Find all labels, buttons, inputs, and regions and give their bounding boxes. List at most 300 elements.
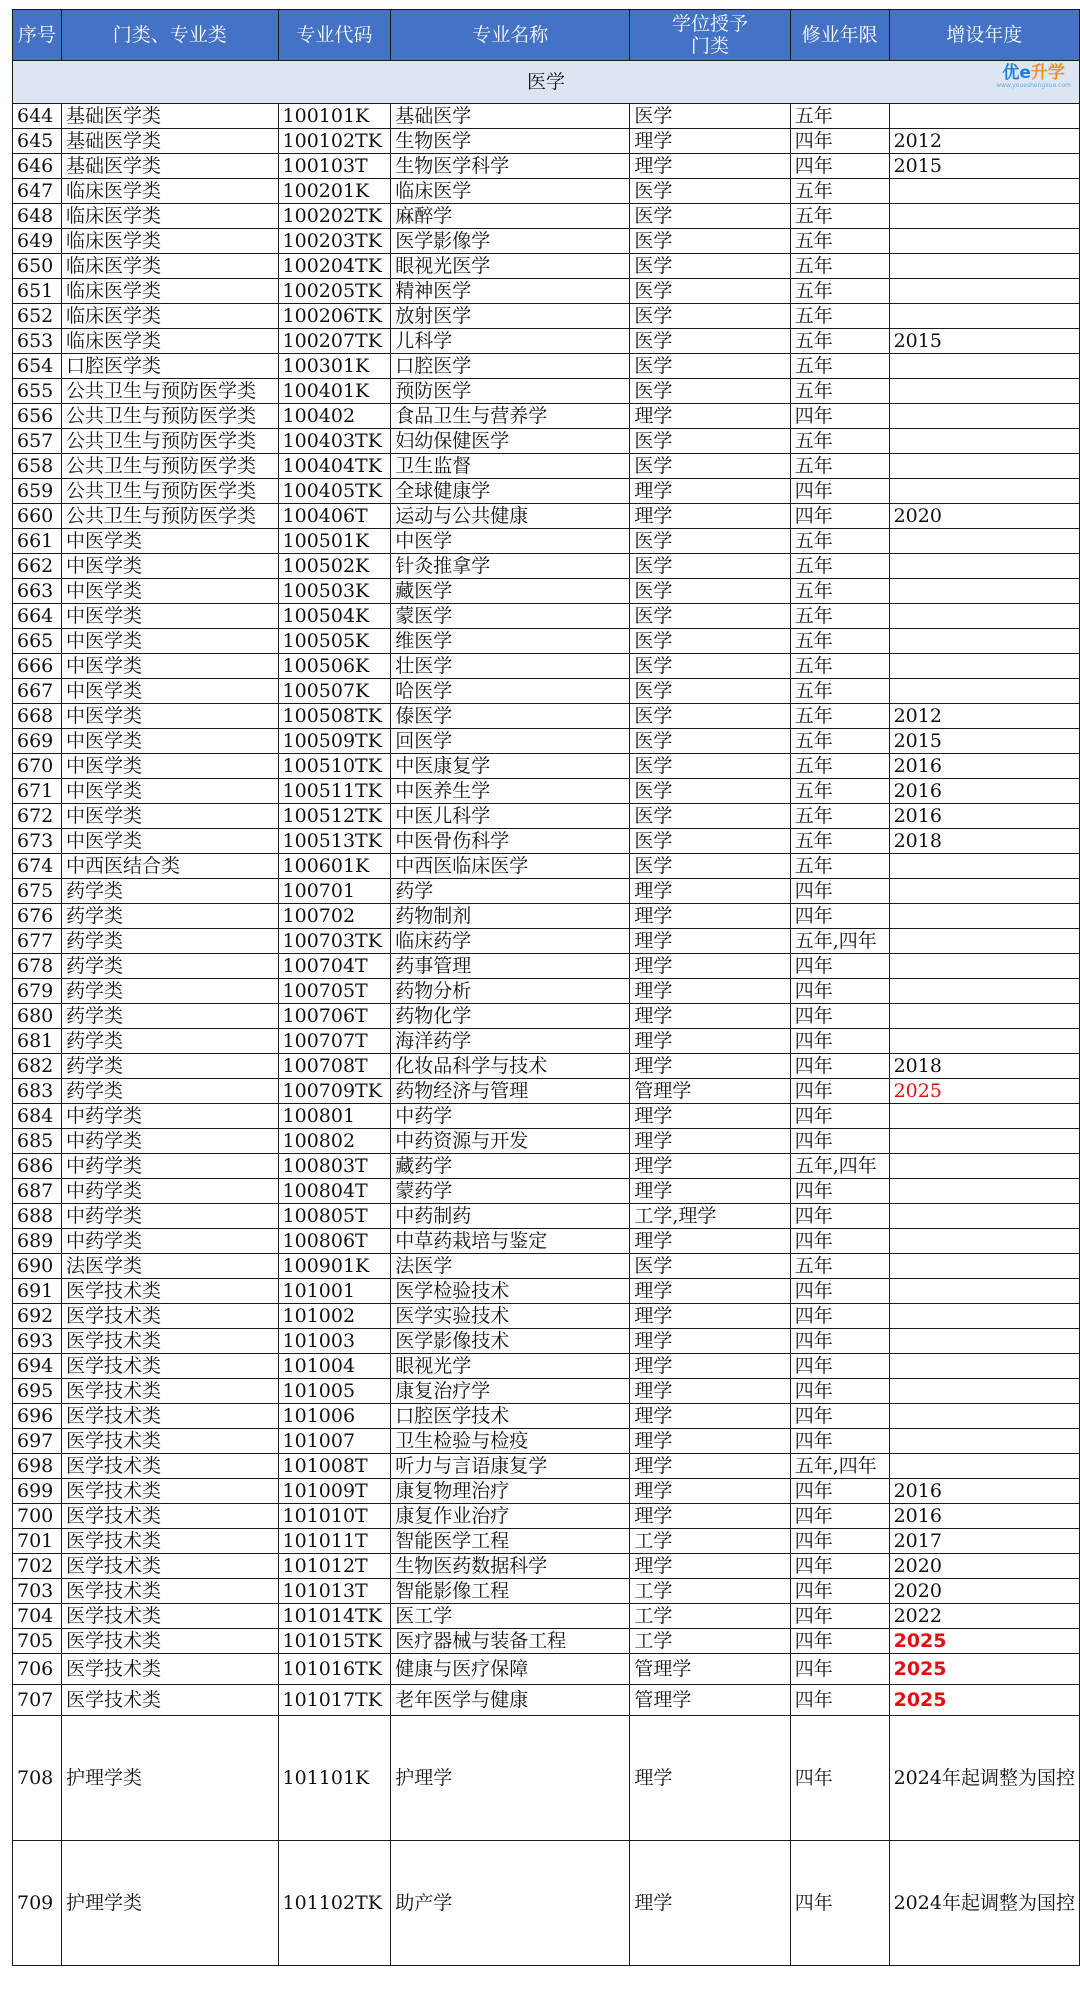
row-code: 101006 <box>278 1404 391 1429</box>
row-duration: 五年 <box>790 204 889 229</box>
table-row <box>13 529 1080 554</box>
row-duration: 五年 <box>790 729 889 754</box>
row-degree: 医学 <box>630 579 790 604</box>
row-category: 临床医学类 <box>62 329 278 354</box>
table-row <box>13 604 1080 629</box>
row-duration: 四年 <box>790 154 889 179</box>
row-category: 医学技术类 <box>62 1304 278 1329</box>
row-code: 100207TK <box>278 329 391 354</box>
row-index: 650 <box>13 254 62 279</box>
row-major-name: 临床医学 <box>391 179 630 204</box>
row-degree: 医学 <box>630 529 790 554</box>
row-category: 中医学类 <box>62 679 278 704</box>
row-code: 101015TK <box>278 1629 391 1654</box>
row-duration: 五年 <box>790 529 889 554</box>
row-index: 690 <box>13 1254 62 1279</box>
row-duration: 四年 <box>790 1685 889 1716</box>
row-added-year: 2015 <box>889 329 1079 354</box>
row-index: 709 <box>13 1841 62 1966</box>
row-added-year: 2016 <box>889 1504 1079 1529</box>
row-index: 655 <box>13 379 62 404</box>
table-row <box>13 1154 1080 1179</box>
row-index: 656 <box>13 404 62 429</box>
table-row <box>13 1104 1080 1129</box>
row-category: 医学技术类 <box>62 1429 278 1454</box>
row-code: 100502K <box>278 554 391 579</box>
row-code: 100707T <box>278 1029 391 1054</box>
row-degree: 医学 <box>630 429 790 454</box>
row-code: 100803T <box>278 1154 391 1179</box>
row-duration: 五年 <box>790 254 889 279</box>
row-index: 684 <box>13 1104 62 1129</box>
row-added-year: 2016 <box>889 1479 1079 1504</box>
table-row <box>13 254 1080 279</box>
row-code: 101014TK <box>278 1604 391 1629</box>
row-code: 100708T <box>278 1054 391 1079</box>
row-index: 666 <box>13 654 62 679</box>
row-duration: 五年 <box>790 629 889 654</box>
table-row <box>13 1254 1080 1279</box>
row-code: 101102TK <box>278 1841 391 1966</box>
row-added-year <box>889 1004 1079 1029</box>
row-degree: 医学 <box>630 179 790 204</box>
row-major-name: 助产学 <box>391 1841 630 1966</box>
row-code: 100510TK <box>278 754 391 779</box>
row-degree: 工学,理学 <box>630 1204 790 1229</box>
row-added-year <box>889 354 1079 379</box>
major-catalog-table <box>12 9 1080 1966</box>
row-code: 101101K <box>278 1716 391 1841</box>
row-index: 651 <box>13 279 62 304</box>
table-row <box>13 779 1080 804</box>
row-code: 100505K <box>278 629 391 654</box>
table-row <box>13 729 1080 754</box>
row-degree: 医学 <box>630 604 790 629</box>
row-added-year: 2025 <box>889 1079 1079 1104</box>
row-added-year: 2015 <box>889 154 1079 179</box>
header-added-year: 增设年度 <box>889 10 1079 61</box>
row-major-name: 海洋药学 <box>391 1029 630 1054</box>
row-index: 652 <box>13 304 62 329</box>
row-degree: 理学 <box>630 879 790 904</box>
row-index: 686 <box>13 1154 62 1179</box>
row-code: 100512TK <box>278 804 391 829</box>
row-code: 101005 <box>278 1379 391 1404</box>
row-major-name: 生物医学 <box>391 129 630 154</box>
row-major-name: 康复作业治疗 <box>391 1504 630 1529</box>
row-major-name: 全球健康学 <box>391 479 630 504</box>
row-code: 101004 <box>278 1354 391 1379</box>
row-added-year: 2020 <box>889 1579 1079 1604</box>
row-duration: 四年 <box>790 1104 889 1129</box>
row-code: 100401K <box>278 379 391 404</box>
table-row <box>13 1685 1080 1716</box>
row-category: 公共卫生与预防医学类 <box>62 479 278 504</box>
row-index: 703 <box>13 1579 62 1604</box>
row-category: 基础医学类 <box>62 104 278 129</box>
table-row <box>13 1479 1080 1504</box>
row-degree: 理学 <box>630 1229 790 1254</box>
table-row <box>13 1504 1080 1529</box>
row-duration: 四年 <box>790 1329 889 1354</box>
row-index: 683 <box>13 1079 62 1104</box>
row-degree: 医学 <box>630 804 790 829</box>
row-added-year <box>889 679 1079 704</box>
row-degree: 医学 <box>630 279 790 304</box>
row-major-name: 化妆品科学与技术 <box>391 1054 630 1079</box>
row-category: 公共卫生与预防医学类 <box>62 429 278 454</box>
row-duration: 四年 <box>790 1304 889 1329</box>
row-index: 667 <box>13 679 62 704</box>
row-major-name: 儿科学 <box>391 329 630 354</box>
row-index: 694 <box>13 1354 62 1379</box>
row-index: 688 <box>13 1204 62 1229</box>
table-row <box>13 1304 1080 1329</box>
table-row <box>13 1129 1080 1154</box>
row-index: 654 <box>13 354 62 379</box>
row-code: 100508TK <box>278 704 391 729</box>
row-duration: 五年 <box>790 454 889 479</box>
row-code: 101016TK <box>278 1654 391 1685</box>
row-added-year: 2025 <box>889 1685 1079 1716</box>
row-code: 100709TK <box>278 1079 391 1104</box>
row-duration: 四年 <box>790 1604 889 1629</box>
row-degree: 工学 <box>630 1529 790 1554</box>
row-code: 100501K <box>278 529 391 554</box>
table-row <box>13 1454 1080 1479</box>
row-code: 101017TK <box>278 1685 391 1716</box>
row-added-year <box>889 1304 1079 1329</box>
row-duration: 四年 <box>790 1029 889 1054</box>
row-degree: 理学 <box>630 954 790 979</box>
row-major-name: 中医骨伤科学 <box>391 829 630 854</box>
table-row <box>13 1279 1080 1304</box>
row-index: 669 <box>13 729 62 754</box>
row-duration: 四年 <box>790 1504 889 1529</box>
row-index: 677 <box>13 929 62 954</box>
row-major-name: 麻醉学 <box>391 204 630 229</box>
row-category: 中药学类 <box>62 1229 278 1254</box>
row-category: 中药学类 <box>62 1179 278 1204</box>
row-category: 医学技术类 <box>62 1579 278 1604</box>
row-added-year <box>889 1179 1079 1204</box>
row-category: 药学类 <box>62 1054 278 1079</box>
row-code: 101001 <box>278 1279 391 1304</box>
row-degree: 理学 <box>630 1479 790 1504</box>
row-added-year: 2012 <box>889 704 1079 729</box>
row-major-name: 眼视光医学 <box>391 254 630 279</box>
row-added-year <box>889 279 1079 304</box>
row-index: 661 <box>13 529 62 554</box>
row-degree: 理学 <box>630 1329 790 1354</box>
table-row <box>13 579 1080 604</box>
row-added-year <box>889 954 1079 979</box>
row-degree: 工学 <box>630 1579 790 1604</box>
header-code: 专业代码 <box>278 10 391 61</box>
row-index: 678 <box>13 954 62 979</box>
row-category: 中医学类 <box>62 779 278 804</box>
row-major-name: 药物分析 <box>391 979 630 1004</box>
table-row <box>13 404 1080 429</box>
row-code: 100806T <box>278 1229 391 1254</box>
row-duration: 四年 <box>790 1054 889 1079</box>
row-duration: 五年 <box>790 554 889 579</box>
row-category: 中药学类 <box>62 1154 278 1179</box>
row-category: 医学技术类 <box>62 1479 278 1504</box>
row-index: 647 <box>13 179 62 204</box>
row-duration: 五年 <box>790 279 889 304</box>
row-added-year: 2025 <box>889 1654 1079 1685</box>
row-degree: 医学 <box>630 454 790 479</box>
row-category: 基础医学类 <box>62 154 278 179</box>
row-degree: 医学 <box>630 754 790 779</box>
row-added-year <box>889 429 1079 454</box>
row-added-year <box>889 1404 1079 1429</box>
row-degree: 理学 <box>630 979 790 1004</box>
row-major-name: 运动与公共健康 <box>391 504 630 529</box>
row-category: 药学类 <box>62 1004 278 1029</box>
row-duration: 四年 <box>790 1004 889 1029</box>
row-major-name: 中药学 <box>391 1104 630 1129</box>
row-code: 100804T <box>278 1179 391 1204</box>
table-row <box>13 1354 1080 1379</box>
row-code: 101008T <box>278 1454 391 1479</box>
row-degree: 医学 <box>630 779 790 804</box>
row-category: 中医学类 <box>62 754 278 779</box>
row-degree: 医学 <box>630 104 790 129</box>
table-row <box>13 704 1080 729</box>
row-index: 680 <box>13 1004 62 1029</box>
row-code: 100705T <box>278 979 391 1004</box>
row-index: 658 <box>13 454 62 479</box>
row-duration: 五年 <box>790 429 889 454</box>
row-duration: 四年 <box>790 1204 889 1229</box>
row-duration: 五年 <box>790 679 889 704</box>
row-degree: 理学 <box>630 1379 790 1404</box>
row-degree: 医学 <box>630 729 790 754</box>
row-code: 101009T <box>278 1479 391 1504</box>
row-major-name: 基础医学 <box>391 104 630 129</box>
row-duration: 四年 <box>790 1354 889 1379</box>
row-added-year <box>889 1379 1079 1404</box>
row-added-year <box>889 1254 1079 1279</box>
row-code: 100513TK <box>278 829 391 854</box>
row-added-year: 2016 <box>889 779 1079 804</box>
row-degree: 医学 <box>630 704 790 729</box>
row-duration: 四年 <box>790 1079 889 1104</box>
row-major-name: 医学检验技术 <box>391 1279 630 1304</box>
row-duration: 四年 <box>790 1579 889 1604</box>
row-category: 中医学类 <box>62 554 278 579</box>
row-duration: 四年 <box>790 1404 889 1429</box>
row-added-year <box>889 229 1079 254</box>
row-code: 100801 <box>278 1104 391 1129</box>
row-duration: 四年 <box>790 1429 889 1454</box>
row-major-name: 护理学 <box>391 1716 630 1841</box>
row-category: 口腔医学类 <box>62 354 278 379</box>
table-row <box>13 879 1080 904</box>
header-index: 序号 <box>13 10 62 61</box>
row-duration: 四年 <box>790 1479 889 1504</box>
row-index: 673 <box>13 829 62 854</box>
brand-logo: 优e升学 www.youeshengxue.com <box>996 63 1071 89</box>
row-duration: 五年 <box>790 1254 889 1279</box>
row-category: 医学技术类 <box>62 1529 278 1554</box>
row-index: 685 <box>13 1129 62 1154</box>
row-category: 中药学类 <box>62 1129 278 1154</box>
table-row <box>13 204 1080 229</box>
table-row <box>13 1554 1080 1579</box>
row-category: 临床医学类 <box>62 304 278 329</box>
row-duration: 四年 <box>790 1529 889 1554</box>
row-duration: 五年 <box>790 704 889 729</box>
row-code: 101012T <box>278 1554 391 1579</box>
header-name: 专业名称 <box>391 10 630 61</box>
row-category: 中医学类 <box>62 804 278 829</box>
table-row <box>13 929 1080 954</box>
row-added-year <box>889 604 1079 629</box>
row-added-year <box>889 1129 1079 1154</box>
row-duration: 五年 <box>790 379 889 404</box>
row-duration: 五年 <box>790 854 889 879</box>
row-category: 中药学类 <box>62 1104 278 1129</box>
row-added-year <box>889 929 1079 954</box>
row-added-year <box>889 1154 1079 1179</box>
row-added-year <box>889 854 1079 879</box>
table-row <box>13 554 1080 579</box>
row-added-year: 2017 <box>889 1529 1079 1554</box>
row-category: 药学类 <box>62 1029 278 1054</box>
row-index: 662 <box>13 554 62 579</box>
row-added-year <box>889 104 1079 129</box>
row-degree: 医学 <box>630 379 790 404</box>
row-code: 100402 <box>278 404 391 429</box>
section-row <box>13 61 1080 104</box>
table-row <box>13 429 1080 454</box>
row-code: 100202TK <box>278 204 391 229</box>
row-major-name: 中药制药 <box>391 1204 630 1229</box>
table-row <box>13 154 1080 179</box>
row-code: 101002 <box>278 1304 391 1329</box>
row-index: 705 <box>13 1629 62 1654</box>
row-code: 100101K <box>278 104 391 129</box>
row-degree: 管理学 <box>630 1685 790 1716</box>
table-row <box>13 104 1080 129</box>
row-category: 药学类 <box>62 979 278 1004</box>
row-major-name: 健康与医疗保障 <box>391 1654 630 1685</box>
row-category: 医学技术类 <box>62 1279 278 1304</box>
row-major-name: 医工学 <box>391 1604 630 1629</box>
row-index: 649 <box>13 229 62 254</box>
row-added-year <box>889 404 1079 429</box>
row-code: 100901K <box>278 1254 391 1279</box>
table-row <box>13 1379 1080 1404</box>
row-added-year <box>889 1104 1079 1129</box>
row-degree: 理学 <box>630 154 790 179</box>
table-row <box>13 379 1080 404</box>
row-added-year: 2022 <box>889 1604 1079 1629</box>
table-row <box>13 1654 1080 1685</box>
row-category: 中药学类 <box>62 1204 278 1229</box>
row-degree: 理学 <box>630 129 790 154</box>
row-index: 697 <box>13 1429 62 1454</box>
row-major-name: 康复物理治疗 <box>391 1479 630 1504</box>
row-major-name: 老年医学与健康 <box>391 1685 630 1716</box>
row-duration: 四年 <box>790 404 889 429</box>
row-index: 695 <box>13 1379 62 1404</box>
table-row <box>13 1029 1080 1054</box>
row-major-name: 妇幼保健医学 <box>391 429 630 454</box>
row-added-year <box>889 554 1079 579</box>
row-duration: 四年 <box>790 954 889 979</box>
row-category: 中医学类 <box>62 529 278 554</box>
row-degree: 理学 <box>630 1129 790 1154</box>
row-degree: 医学 <box>630 654 790 679</box>
row-code: 100301K <box>278 354 391 379</box>
row-code: 100405TK <box>278 479 391 504</box>
row-major-name: 蒙药学 <box>391 1179 630 1204</box>
row-code: 100203TK <box>278 229 391 254</box>
table-row <box>13 854 1080 879</box>
row-major-name: 中西医临床医学 <box>391 854 630 879</box>
table-row <box>13 904 1080 929</box>
row-duration: 四年 <box>790 1629 889 1654</box>
row-code: 100507K <box>278 679 391 704</box>
row-added-year <box>889 179 1079 204</box>
row-degree: 医学 <box>630 1254 790 1279</box>
row-duration: 四年 <box>790 1129 889 1154</box>
row-duration: 五年,四年 <box>790 929 889 954</box>
row-major-name: 预防医学 <box>391 379 630 404</box>
row-added-year <box>889 1029 1079 1054</box>
row-category: 医学技术类 <box>62 1354 278 1379</box>
row-category: 中医学类 <box>62 579 278 604</box>
row-code: 100509TK <box>278 729 391 754</box>
row-index: 663 <box>13 579 62 604</box>
row-major-name: 听力与言语康复学 <box>391 1454 630 1479</box>
row-major-name: 法医学 <box>391 1254 630 1279</box>
row-category: 中医学类 <box>62 729 278 754</box>
row-duration: 四年 <box>790 879 889 904</box>
table-row <box>13 1179 1080 1204</box>
row-category: 基础医学类 <box>62 129 278 154</box>
row-degree: 理学 <box>630 1504 790 1529</box>
row-category: 医学技术类 <box>62 1504 278 1529</box>
row-duration: 四年 <box>790 979 889 1004</box>
row-index: 646 <box>13 154 62 179</box>
row-added-year <box>889 254 1079 279</box>
row-index: 692 <box>13 1304 62 1329</box>
row-major-name: 生物医药数据科学 <box>391 1554 630 1579</box>
row-category: 药学类 <box>62 879 278 904</box>
row-degree: 工学 <box>630 1604 790 1629</box>
row-code: 100601K <box>278 854 391 879</box>
row-added-year <box>889 1354 1079 1379</box>
row-added-year <box>889 904 1079 929</box>
row-major-name: 哈医学 <box>391 679 630 704</box>
row-added-year <box>889 1329 1079 1354</box>
row-code: 101010T <box>278 1504 391 1529</box>
row-degree: 工学 <box>630 1629 790 1654</box>
row-major-name: 中草药栽培与鉴定 <box>391 1229 630 1254</box>
row-index: 653 <box>13 329 62 354</box>
row-category: 中医学类 <box>62 629 278 654</box>
row-major-name: 维医学 <box>391 629 630 654</box>
row-degree: 医学 <box>630 629 790 654</box>
table-row <box>13 1229 1080 1254</box>
row-added-year <box>889 529 1079 554</box>
row-major-name: 傣医学 <box>391 704 630 729</box>
